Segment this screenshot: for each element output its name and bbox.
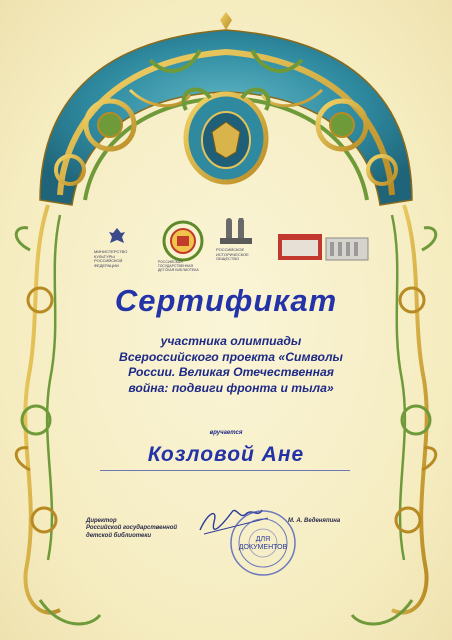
- official-stamp: [228, 508, 298, 578]
- left-vine-ornament: [16, 205, 100, 624]
- subtitle-line: Всероссийского проекта «Символы: [119, 349, 343, 364]
- recipient-name: Козловой Ане: [147, 443, 305, 466]
- top-arch-ornament: [40, 12, 412, 205]
- director-title: [86, 518, 206, 540]
- presented-label: вручается: [209, 430, 243, 436]
- historical-society-logo: РОССИЙСКОЕ ИСТОРИЧЕСКОЕ ОБЩЕСТВО: [216, 218, 260, 274]
- director-line: Российской государственной: [86, 525, 178, 532]
- subtitle-line: России. Великая Отечественная: [128, 365, 334, 379]
- partner-logos: [92, 224, 372, 274]
- building-logo: [278, 232, 370, 262]
- certificate-title: Сертификат: [114, 283, 338, 318]
- director-line: детской библиотеки: [86, 532, 152, 539]
- subtitle-line: участника олимпиады: [160, 334, 302, 348]
- ministry-of-culture-logo: МИНИСТЕРСТВО КУЛЬТУРЫ РОССИЙСКОЙ ФЕДЕРАЦИИ: [92, 224, 142, 274]
- director-name: М. А. Веденяпина: [288, 518, 341, 524]
- director-line: Директор: [86, 518, 117, 524]
- stamp-label: ДЛЯ ДОКУМЕНТОВ: [238, 536, 288, 551]
- subtitle-line: война: подвиги фронта и тыла»: [128, 380, 334, 395]
- childrens-library-logo: РОССИЙСКАЯ ГОСУДАРСТВЕННАЯ ДЕТСКАЯ БИБЛИОТЕКА: [162, 220, 206, 268]
- certificate-subtitle: [96, 334, 366, 396]
- recipient-underline: [100, 470, 350, 471]
